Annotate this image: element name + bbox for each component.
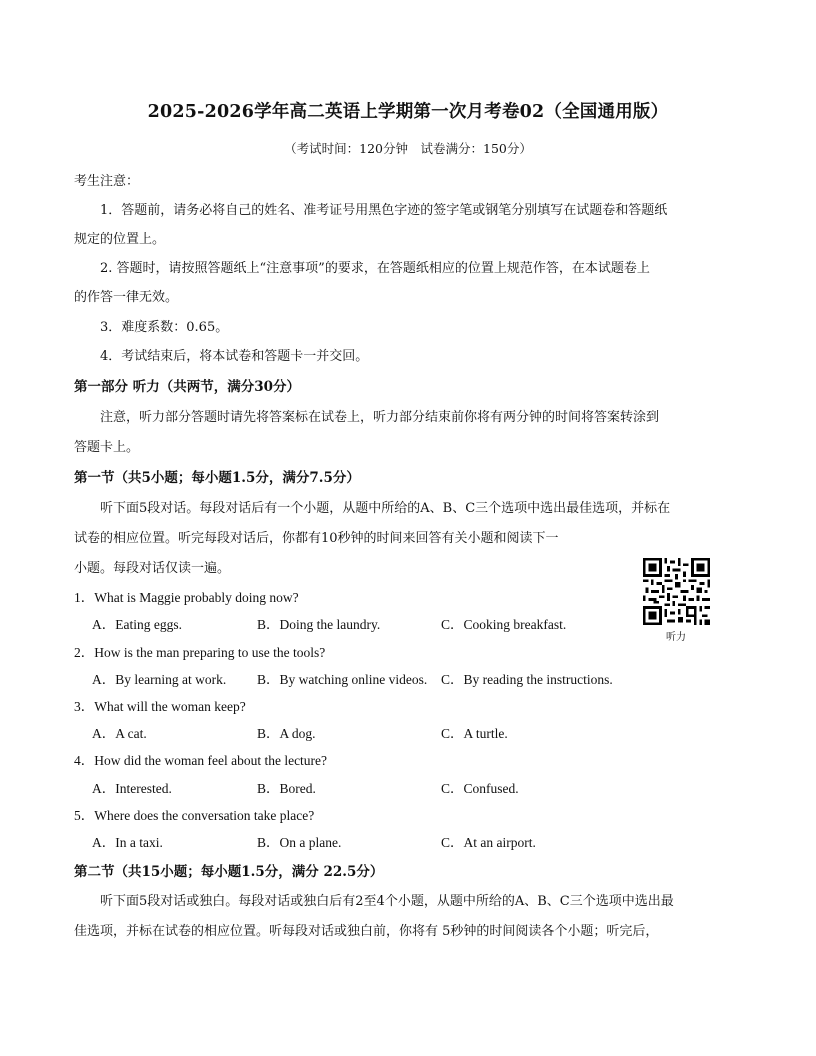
q5-option-a[interactable]: A．In a taxi. — [92, 835, 163, 850]
question-5: 5．Where does the conversation take place? — [74, 808, 315, 823]
exam-duration-info: （考试时间：120分钟 试卷满分：150分） — [284, 141, 532, 156]
q2-option-b[interactable]: B．By watching online videos. — [257, 672, 428, 687]
question-3: 3．What will the woman keep? — [74, 699, 246, 714]
part1-heading: 第一部分 听力（共两节，满分30分） — [74, 379, 300, 395]
notice-heading: 考生注意： — [74, 174, 140, 189]
q5-option-b[interactable]: B．On a plane. — [257, 835, 342, 850]
q2-option-a[interactable]: A．By learning at work. — [92, 672, 227, 687]
question-1: 1．What is Maggie probably doing now? — [74, 590, 299, 605]
part1-note-cont: 答题卡上。 — [74, 440, 140, 455]
q1-option-c[interactable]: C．Cooking breakfast. — [441, 617, 567, 632]
notice-item-4: 4．考试结束后，将本试卷和答题卡一并交回。 — [100, 349, 369, 364]
notice-item-1: 1．答题前，请务必将自己的姓名、准考证号用黑色字迹的签字笔或钢笔分别填写在试题卷和答题纸 — [100, 203, 668, 218]
section2-instructions: 听下面5段对话或独白。每段对话或独白后有2至4个小题，从题中所给的A、B、C三个选项中选出最 — [100, 894, 674, 909]
q4-option-a[interactable]: A．Interested. — [92, 781, 172, 796]
notice-item-3: 3．难度系数：0.65。 — [100, 320, 229, 335]
section1-instructions-end: 小题。每段对话仅读一遍。 — [74, 561, 231, 576]
qr-code-icon[interactable] — [643, 558, 710, 625]
q1-option-a[interactable]: A．Eating eggs. — [92, 617, 182, 632]
q4-option-c[interactable]: C．Confused. — [441, 781, 519, 796]
notice-item-2-cont: 的作答一律无效。 — [74, 290, 179, 305]
q4-option-b[interactable]: B．Bored. — [257, 781, 316, 796]
page-title: 2025-2026学年高二英语上学期第一次月考卷02（全国通用版） — [147, 102, 669, 122]
section2-instructions-cont: 佳选项，并标在试卷的相应位置。听每段对话或独白前，你将有 5秒钟的时间阅读各个小题；听完后， — [74, 924, 659, 939]
q5-option-c[interactable]: C．At an airport. — [441, 835, 536, 850]
q2-option-c[interactable]: C．By reading the instructions. — [441, 672, 613, 687]
q3-option-c[interactable]: C．A turtle. — [441, 726, 508, 741]
notice-item-1-cont: 规定的位置上。 — [74, 232, 166, 247]
section1-instructions-cont: 试卷的相应位置。听完每段对话后，你都有10秒钟的时间来回答有关小题和阅读下一 — [74, 531, 559, 546]
notice-item-2: 2. 答题时，请按照答题纸上“注意事项”的要求，在答题纸相应的位置上规范作答，在本试题卷上 — [100, 261, 650, 276]
section1-heading: 第一节（共5小题；每小题1.5分，满分7.5分） — [74, 470, 360, 486]
section1-instructions: 听下面5段对话。每段对话后有一个小题，从题中所给的A、B、C三个选项中选出最佳选项，并标在 — [100, 501, 671, 516]
part1-note: 注意，听力部分答题时请先将答案标在试卷上，听力部分结束前你将有两分钟的时间将答案转涂到 — [100, 410, 660, 425]
section2-heading: 第二节（共15小题；每小题1.5分，满分 22.5分） — [74, 864, 384, 880]
question-2: 2．How is the man preparing to use the tools? — [74, 645, 326, 660]
qr-caption: 听力 — [666, 632, 686, 643]
question-4: 4．How did the woman feel about the lecture? — [74, 753, 328, 768]
q3-option-b[interactable]: B．A dog. — [257, 726, 316, 741]
q1-option-b[interactable]: B．Doing the laundry. — [257, 617, 381, 632]
q3-option-a[interactable]: A．A cat. — [92, 726, 147, 741]
